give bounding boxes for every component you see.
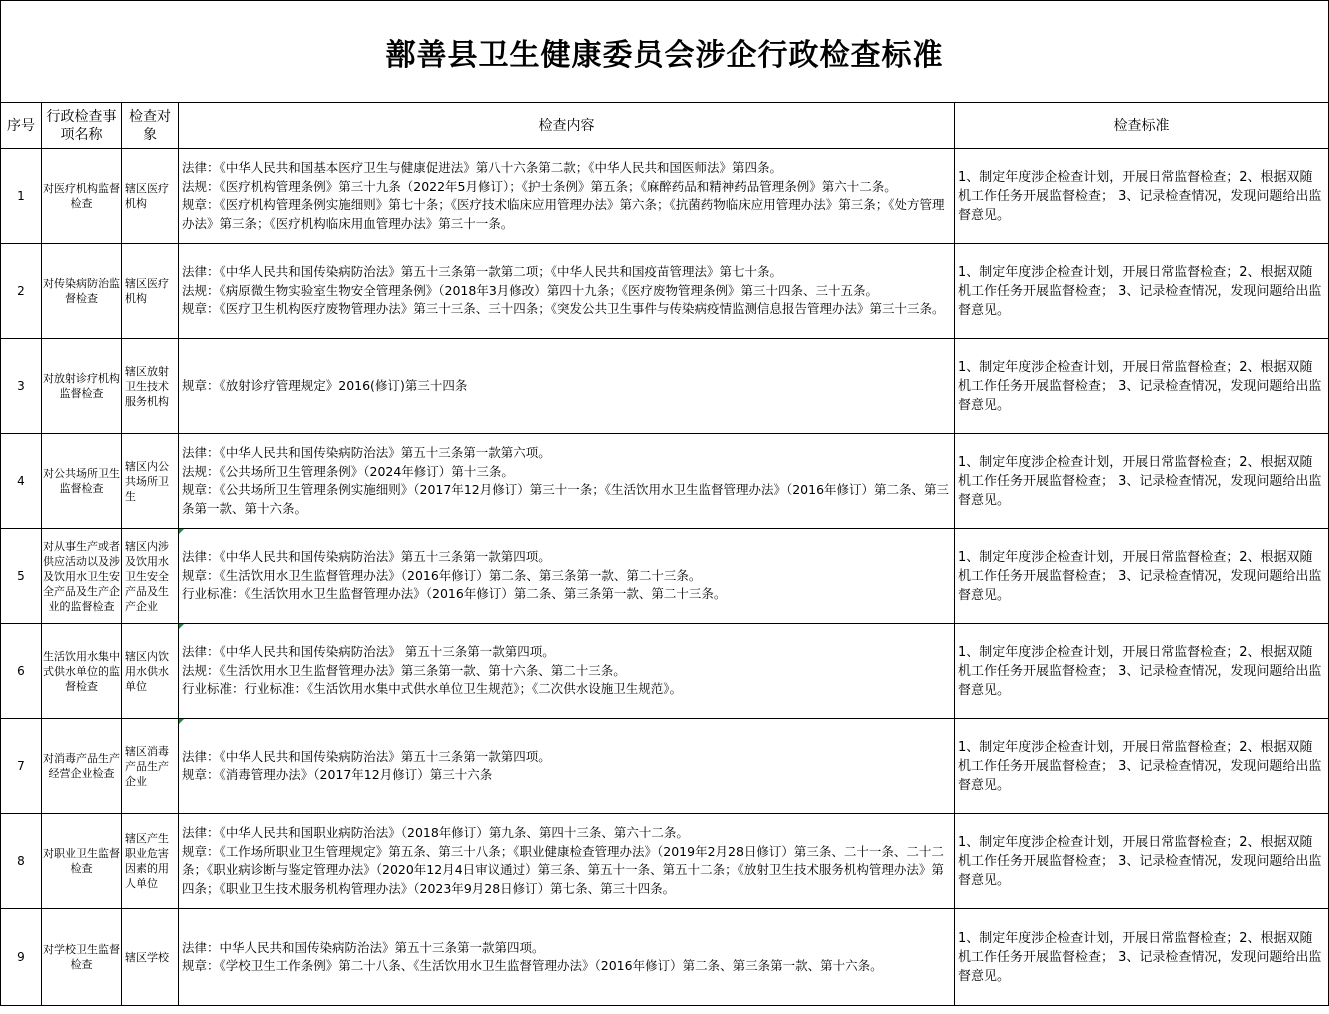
content-line: 法律：《中华人民共和国传染病防治法》 第五十三条第一款第四项。 xyxy=(182,644,555,660)
content-line: 规章：《医疗卫生机构医疗废物管理办法》第三十三条、三十四条；《突发公共卫生事件与传染病疫情监测信息报告管理办法》第三十三条。 xyxy=(182,301,945,317)
content-line: 法律：《中华人民共和国职业病防治法》（2018年修订）第九条、第四十三条、第六十二条。 xyxy=(182,825,689,840)
inspection-standard: 1、制定年度涉企检查计划，开展日常监督检查；2、根据双随机工作任务开展监督检查； 3、记录检查情况，发现问题给出监督意见。 xyxy=(955,719,1329,814)
content-line: 行业标准：行业标准：《生活饮用水集中式供水单位卫生规范》；《二次供水设施卫生规范》。 xyxy=(182,681,683,697)
row-number: 1 xyxy=(1,149,42,244)
content-line: 法律：《中华人民共和国传染病防治法》第五十三条第一款第四项。 xyxy=(182,748,551,764)
inspection-object: 辖区放射卫生技术服务机构 xyxy=(122,339,179,434)
inspection-content xyxy=(179,719,955,814)
content-line: 法律：《中华人民共和国基本医疗卫生与健康促进法》第八十六条第二款；《中华人民共和国医师法》第四条。 xyxy=(182,160,783,175)
content-line: 法规：《病原微生物实验室生物安全管理条例》（2018年3月修改）第四十九条；《医疗废物管理条例》第三十四条、三十五条。 xyxy=(182,282,879,298)
inspection-content xyxy=(179,149,955,244)
inspection-item: 对公共场所卫生监督检查 xyxy=(42,434,122,529)
inspection-item: 生活饮用水集中式供水单位的监督检查 xyxy=(42,624,122,719)
content-line: 规章：《工作场所职业卫生管理规定》第五条、第三十八条；《职业健康检查管理办法》（2019年2月28日修订）第三条、二十一条、二十二条；《职业病诊断与鉴定管理办法》（2020年12月4日审议通过）第三条、第五十一条、第五十二条；《放射卫生技术服务机构管理办法》第四条；《职业卫生技术服务机构管理办法》（2023年9月28日修订）第七条、第三十四条。 xyxy=(182,843,944,896)
content-line: 行业标准：《生活饮用水卫生监督管理办法》（2016年修订）第二条、第三条第一款、第二十三条。 xyxy=(182,586,727,602)
header-row xyxy=(1,103,1329,149)
header-standard: 检查标准 xyxy=(955,103,1329,149)
table-row xyxy=(1,909,1329,1006)
table-row xyxy=(1,244,1329,339)
row-number: 9 xyxy=(1,909,42,1006)
content-line: 规章：《放射诊疗管理规定》2016(修订)第三十四条 xyxy=(182,377,468,393)
inspection-content xyxy=(179,529,955,624)
row-number: 5 xyxy=(1,529,42,624)
inspection-standard: 1、制定年度涉企检查计划，开展日常监督检查；2、根据双随机工作任务开展监督检查； 3、记录检查情况，发现问题给出监督意见。 xyxy=(955,909,1329,1006)
inspection-standard: 1、制定年度涉企检查计划，开展日常监督检查；2、根据双随机工作任务开展监督检查； 3、记录检查情况，发现问题给出监督意见。 xyxy=(955,434,1329,529)
content-line: 法规：《生活饮用水卫生监督管理办法》第三条第一款、第十六条、第二十三条。 xyxy=(182,662,626,678)
inspection-standard: 1、制定年度涉企检查计划，开展日常监督检查；2、根据双随机工作任务开展监督检查； 3、记录检查情况，发现问题给出监督意见。 xyxy=(955,624,1329,719)
table-row xyxy=(1,624,1329,719)
inspection-standards-table xyxy=(0,102,1329,1006)
inspection-object: 辖区医疗机构 xyxy=(122,149,179,244)
inspection-object: 辖区内涉及饮用水卫生安全产品及生产企业 xyxy=(122,529,179,624)
inspection-item: 对传染病防治监督检查 xyxy=(42,244,122,339)
inspection-object: 辖区医疗机构 xyxy=(122,244,179,339)
row-number: 3 xyxy=(1,339,42,434)
row-number: 6 xyxy=(1,624,42,719)
table-row xyxy=(1,719,1329,814)
inspection-object: 辖区产生职业危害因素的用人单位 xyxy=(122,814,179,909)
inspection-content xyxy=(179,339,955,434)
page-title: 鄯善县卫生健康委员会涉企行政检查标准 xyxy=(0,0,1329,103)
content-line: 法律：中华人民共和国传染病防治法》第五十三条第一款第四项。 xyxy=(182,939,545,955)
inspection-content xyxy=(179,814,955,909)
inspection-standard: 1、制定年度涉企检查计划，开展日常监督检查；2、根据双随机工作任务开展监督检查； 3、记录检查情况，发现问题给出监督意见。 xyxy=(955,339,1329,434)
header-content: 检查内容 xyxy=(179,103,955,149)
content-line: 规章：《医疗机构管理条例实施细则》第七十条；《医疗技术临床应用管理办法》第六条；《抗菌药物临床应用管理办法》第三条；《处方管理办法》第三条；《医疗机构临床用血管理办法》第三十一条。 xyxy=(182,197,945,231)
row-number: 4 xyxy=(1,434,42,529)
inspection-item: 对职业卫生监督检查 xyxy=(42,814,122,909)
content-line: 法律：《中华人民共和国传染病防治法》第五十三条第一款第四项。 xyxy=(182,549,551,565)
inspection-content xyxy=(179,624,955,719)
inspection-object: 辖区内公共场所卫生 xyxy=(122,434,179,529)
inspection-standard: 1、制定年度涉企检查计划，开展日常监督检查；2、根据双随机工作任务开展监督检查； 3、记录检查情况，发现问题给出监督意见。 xyxy=(955,244,1329,339)
row-number: 2 xyxy=(1,244,42,339)
header-object: 检查对象 xyxy=(122,103,179,149)
content-line: 规章：《公共场所卫生管理条例实施细则》（2017年12月修订）第三十一条；《生活饮用水卫生监督管理办法》（2016年修订）第二条、第三条第一款、第十六条。 xyxy=(182,482,950,516)
row-number: 7 xyxy=(1,719,42,814)
inspection-content xyxy=(179,434,955,529)
table-row xyxy=(1,434,1329,529)
header-no: 序号 xyxy=(1,103,42,149)
inspection-object: 辖区内饮用水供水单位 xyxy=(122,624,179,719)
inspection-standard: 1、制定年度涉企检查计划，开展日常监督检查；2、根据双随机工作任务开展监督检查； 3、记录检查情况，发现问题给出监督意见。 xyxy=(955,149,1329,244)
inspection-standard: 1、制定年度涉企检查计划，开展日常监督检查；2、根据双随机工作任务开展监督检查； 3、记录检查情况，发现问题给出监督意见。 xyxy=(955,814,1329,909)
table-row xyxy=(1,149,1329,244)
content-line: 规章：《生活饮用水卫生监督管理办法》（2016年修订）第二条、第三条第一款、第二十三条。 xyxy=(182,567,702,583)
content-line: 法规：《公共场所卫生管理条例》（2024年修订）第十三条。 xyxy=(182,463,514,479)
table-row xyxy=(1,339,1329,434)
inspection-item: 对医疗机构监督检查 xyxy=(42,149,122,244)
inspection-standard: 1、制定年度涉企检查计划，开展日常监督检查；2、根据双随机工作任务开展监督检查； 3、记录检查情况，发现问题给出监督意见。 xyxy=(955,529,1329,624)
row-number: 8 xyxy=(1,814,42,909)
content-line: 法律：《中华人民共和国传染病防治法》第五十三条第一款第六项。 xyxy=(182,445,551,460)
header-item: 行政检查事项名称 xyxy=(42,103,122,149)
content-line: 规章：《消毒管理办法》（2017年12月修订）第三十六条 xyxy=(182,767,493,782)
inspection-object: 辖区学校 xyxy=(122,909,179,1006)
inspection-object: 辖区消毒产品生产企业 xyxy=(122,719,179,814)
table-row xyxy=(1,529,1329,624)
content-line: 规章：《学校卫生工作条例》第二十八条、《生活饮用水卫生监督管理办法》（2016年修订）第二条、第三条第一款、第十六条。 xyxy=(182,958,883,973)
inspection-item: 对消毒产品生产经营企业检查 xyxy=(42,719,122,814)
inspection-content xyxy=(179,244,955,339)
inspection-content xyxy=(179,909,955,1006)
table-row xyxy=(1,814,1329,909)
content-line: 法律：《中华人民共和国传染病防治法》第五十三条第一款第二项；《中华人民共和国疫苗管理法》第七十条。 xyxy=(182,264,783,280)
inspection-item: 对从事生产或者供应活动以及涉及饮用水卫生安全产品及生产企业的监督检查 xyxy=(42,529,122,624)
content-line: 法规：《医疗机构管理条例》第三十九条（2022年5月修订）；《护士条例》第五条；《麻醉药品和精神药品管理条例》第六十二条。 xyxy=(182,178,897,194)
inspection-item: 对学校卫生监督检查 xyxy=(42,909,122,1006)
inspection-item: 对放射诊疗机构监督检查 xyxy=(42,339,122,434)
